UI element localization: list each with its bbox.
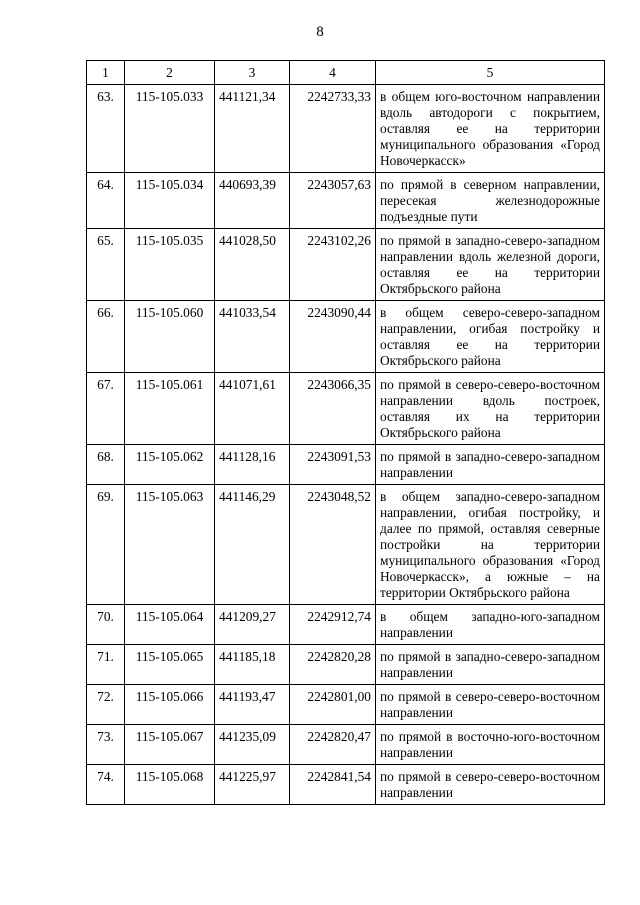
point-code: 115-105.068 <box>125 765 215 805</box>
boundary-description: в общем западно-юго-западном направлении <box>376 605 605 645</box>
boundary-description: по прямой в северо-северо-восточном направлении <box>376 685 605 725</box>
boundary-description: в общем западно-северо-западном направлении, огибая постройку, и далее по прямой, оставляя северные постройки на территории муниципального образования «Город Новочеркасск», а южные – на территории Октябрьского района <box>376 485 605 605</box>
table-row <box>87 685 605 725</box>
point-code: 115-105.061 <box>125 373 215 445</box>
row-number: 73. <box>87 725 125 765</box>
table-row <box>87 725 605 765</box>
point-code: 115-105.060 <box>125 301 215 373</box>
column-header: 5 <box>376 61 605 85</box>
coordinate-y: 2243048,52 <box>290 485 376 605</box>
table-row <box>87 301 605 373</box>
boundary-description: в общем юго-восточном направлении вдоль автодороги с покрытием, оставляя ее на территории муниципального образования «Город Новочеркасск» <box>376 85 605 173</box>
coordinate-y: 2243091,53 <box>290 445 376 485</box>
coordinate-y: 2242820,47 <box>290 725 376 765</box>
table-row <box>87 765 605 805</box>
coordinate-y: 2242841,54 <box>290 765 376 805</box>
coordinate-x: 441209,27 <box>215 605 290 645</box>
row-number: 70. <box>87 605 125 645</box>
coordinate-y: 2243102,26 <box>290 229 376 301</box>
coordinate-y: 2242912,74 <box>290 605 376 645</box>
point-code: 115-105.064 <box>125 605 215 645</box>
boundary-description: по прямой в западно-северо-западном направлении <box>376 445 605 485</box>
boundary-description: по прямой в северо-северо-восточном направлении вдоль построек, оставляя их на территории Октябрьского района <box>376 373 605 445</box>
boundary-description: по прямой в северо-северо-восточном направлении <box>376 765 605 805</box>
column-header: 1 <box>87 61 125 85</box>
coordinate-x: 441121,34 <box>215 85 290 173</box>
point-code: 115-105.034 <box>125 173 215 229</box>
boundary-description: в общем северо-северо-западном направлении, огибая постройку и оставляя ее на территории Октябрьского района <box>376 301 605 373</box>
point-code: 115-105.066 <box>125 685 215 725</box>
boundary-description: по прямой в северном направлении, пересекая железнодорожные подъездные пути <box>376 173 605 229</box>
coordinate-x: 441235,09 <box>215 725 290 765</box>
boundary-description: по прямой в западно-северо-западном направлении вдоль железной дороги, оставляя ее на территории Октябрьского района <box>376 229 605 301</box>
table-row <box>87 229 605 301</box>
table-row <box>87 85 605 173</box>
coordinate-x: 441128,16 <box>215 445 290 485</box>
point-code: 115-105.062 <box>125 445 215 485</box>
row-number: 63. <box>87 85 125 173</box>
row-number: 67. <box>87 373 125 445</box>
coordinate-x: 441028,50 <box>215 229 290 301</box>
coordinate-y: 2242733,33 <box>290 85 376 173</box>
coordinate-x: 441146,29 <box>215 485 290 605</box>
point-code: 115-105.067 <box>125 725 215 765</box>
table-row <box>87 173 605 229</box>
table-row <box>87 645 605 685</box>
point-code: 115-105.065 <box>125 645 215 685</box>
row-number: 66. <box>87 301 125 373</box>
column-header: 3 <box>215 61 290 85</box>
table-row <box>87 485 605 605</box>
coordinate-x: 441033,54 <box>215 301 290 373</box>
row-number: 71. <box>87 645 125 685</box>
page-number: 8 <box>316 24 324 40</box>
row-number: 64. <box>87 173 125 229</box>
column-header: 4 <box>290 61 376 85</box>
column-header: 2 <box>125 61 215 85</box>
coordinate-y: 2242820,28 <box>290 645 376 685</box>
row-number: 68. <box>87 445 125 485</box>
coordinate-x: 440693,39 <box>215 173 290 229</box>
point-code: 115-105.033 <box>125 85 215 173</box>
coordinate-x: 441193,47 <box>215 685 290 725</box>
table-row <box>87 373 605 445</box>
coordinate-y: 2243090,44 <box>290 301 376 373</box>
coordinate-x: 441225,97 <box>215 765 290 805</box>
row-number: 65. <box>87 229 125 301</box>
table-row <box>87 445 605 485</box>
boundary-points-table <box>86 60 605 805</box>
table-row <box>87 605 605 645</box>
boundary-description: по прямой в западно-северо-западном направлении <box>376 645 605 685</box>
coordinate-x: 441071,61 <box>215 373 290 445</box>
table-header-row <box>87 61 605 85</box>
point-code: 115-105.063 <box>125 485 215 605</box>
row-number: 72. <box>87 685 125 725</box>
point-code: 115-105.035 <box>125 229 215 301</box>
boundary-description: по прямой в восточно-юго-восточном направлении <box>376 725 605 765</box>
coordinate-x: 441185,18 <box>215 645 290 685</box>
row-number: 74. <box>87 765 125 805</box>
coordinate-y: 2243057,63 <box>290 173 376 229</box>
row-number: 69. <box>87 485 125 605</box>
coordinate-y: 2243066,35 <box>290 373 376 445</box>
coordinate-y: 2242801,00 <box>290 685 376 725</box>
